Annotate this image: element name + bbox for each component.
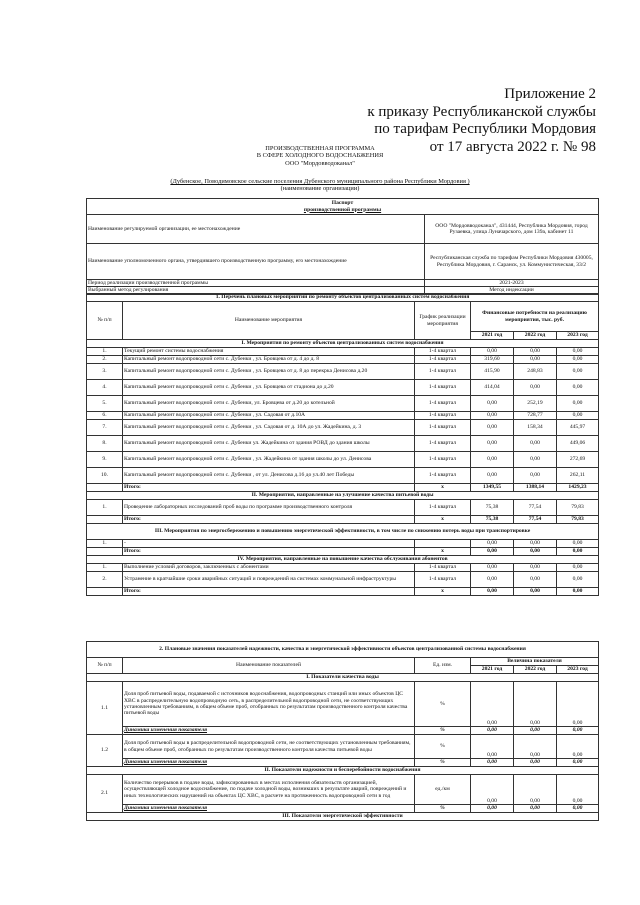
row-value: 272,69: [557, 452, 599, 468]
indicator-unit: %: [415, 682, 471, 727]
row-sched: 1-4 квартал: [415, 380, 471, 396]
row-value: 252,19: [514, 396, 557, 412]
row-value: 0,00: [514, 380, 557, 396]
row-value: 77,54: [514, 500, 557, 516]
dynamics-value: 0,00: [514, 805, 557, 813]
row-num: 2.: [87, 572, 123, 588]
dynamics-unit: %: [415, 805, 471, 813]
total-value: 79,83: [557, 516, 599, 524]
dynamics-label: Динамика изменения показателя: [123, 759, 415, 767]
total-sched: x: [415, 548, 471, 556]
col-values-header: Величина показателя: [471, 658, 599, 666]
passport-value: ООО "Мордовводоканал", 431444, Республика Мордовия, город Рузаевка, улица Луначарского, дом 139а, кабинет 11: [425, 215, 599, 244]
col-name-header: Наименование показателей: [123, 658, 415, 674]
row-value: 0,00: [471, 412, 514, 420]
row-value: 262,11: [557, 468, 599, 484]
total-value: 0,00: [471, 588, 514, 596]
row-sched: [415, 540, 471, 548]
dynamics-value: 0,00: [557, 805, 599, 813]
row-name: Капитальный ремонт водопроводной сети с. Дубенки, ул. Бровцева от д.20 до котельной: [123, 396, 415, 412]
passport-value: Метод индексации: [425, 287, 599, 294]
measure-row: [87, 348, 599, 356]
dynamics-value: 0,00: [557, 727, 599, 735]
appendix-line-1: Приложение 2: [504, 86, 596, 102]
indicator-name: Доля проб питьевой воды в распределительной водопроводной сети, не соответствующих установленным требованиям, в общем объеме проб, отобранных по результатам производственного контроля качества питьевой воды: [123, 735, 415, 759]
row-name: Капитальный ремонт водопроводной сети с. Дубенки , ул. Садовая от д.10А: [123, 412, 415, 420]
row-value: 0,00: [557, 540, 599, 548]
total-sched: x: [415, 516, 471, 524]
subsection-title: III. Мероприятия по энергосбережению и повышению энергетической эффективности, в том числе по снижению потерь воды при транспортировке: [87, 524, 599, 540]
indicator-value: 0,00: [557, 735, 599, 759]
row-sched: 1-4 квартал: [415, 468, 471, 484]
row-name: Капитальный ремонт водопроводной сети с. Дубенки , ул. Садовая от д. 10А до ул. Жадейкина, д. 3: [123, 420, 415, 436]
indicator-value: 0,00: [557, 682, 599, 727]
territory-heading: [86, 178, 554, 193]
indicator-unit: %: [415, 735, 471, 759]
measure-row: [87, 468, 599, 484]
measure-row: [87, 452, 599, 468]
dynamics-label: Динамика изменения показателя: [123, 727, 415, 735]
total-value: 0,00: [471, 548, 514, 556]
row-value: 0,00: [514, 572, 557, 588]
row-num: 8.: [87, 436, 123, 452]
org-name: ООО "Мордовводоканал": [285, 159, 355, 167]
indicator-name: Количество перерывов в подаче воды, зафиксированных в местах исполнения обязательств организацией, осуществляющей холодное водоснабжение, по подаче холодной воды, возникших в результате аварий, повреждений и иных технологических нарушений на объектах ЦС ХВС, в расчете на протяженность водопроводной сети в год: [123, 775, 415, 805]
row-name: -: [123, 540, 415, 548]
total-value: 0,00: [514, 588, 557, 596]
row-num: 7.: [87, 420, 123, 436]
total-value: 1388,14: [514, 484, 557, 492]
total-label: Итого:: [123, 484, 415, 492]
subsection-title: II. Мероприятия, направленные на улучшение качества питьевой воды: [87, 492, 599, 500]
passport-label: Выбранный метод регулирования: [87, 287, 425, 294]
row-num: 1.1: [87, 682, 123, 735]
total-sched: x: [415, 484, 471, 492]
row-num: 1.: [87, 564, 123, 572]
total-label: Итого:: [123, 548, 415, 556]
appendix-line-2: к приказу Республиканской службы: [367, 103, 596, 120]
row-num: 1.: [87, 348, 123, 356]
total-value: 1349,55: [471, 484, 514, 492]
passport-value: Республиканская служба по тарифам Республики Мордовия 430005, Республика Мордовия, г. Саранск, ул. Коммунистическая, 33/2: [425, 244, 599, 280]
row-num: 1.2: [87, 735, 123, 767]
dynamics-value: 0,00: [514, 759, 557, 767]
row-value: 79,83: [557, 500, 599, 516]
passport-label: Период реализации производственной программы: [87, 280, 425, 287]
row-num: 9.: [87, 452, 123, 468]
row-name: Капитальный ремонт водопроводной сети с. Дубенки , ул. Бровцева от д. 8 до перекрка Денисова д.20: [123, 364, 415, 380]
subsection-title: II. Показатели надежности и бесперебойности водоснабжения: [87, 767, 599, 775]
section-2-title: 2. Плановые значения показателей надежности, качества и энергетической эффективности объектов централизованной системы водоснабжения: [87, 642, 599, 658]
dynamics-label: Динамика изменения показателя: [123, 805, 415, 813]
appendix-line-3: по тарифам Республики Мордовия: [374, 121, 596, 137]
row-value: 248,83: [514, 364, 557, 380]
row-num: 10.: [87, 468, 123, 484]
total-label: Итого:: [123, 516, 415, 524]
row-num: 5.: [87, 396, 123, 412]
program-heading: [86, 145, 554, 167]
row-value: 0,00: [471, 420, 514, 436]
row-value: 0,00: [471, 436, 514, 452]
row-value: 0,00: [514, 348, 557, 356]
row-value: 0,00: [557, 564, 599, 572]
row-value: 0,00: [471, 348, 514, 356]
subsection-title: I. Мероприятия по ремонту объектов централизованных систем водоснабжения: [87, 340, 599, 348]
row-num: 4.: [87, 380, 123, 396]
row-sched: 1-4 квартал: [415, 356, 471, 364]
col-finance-header: Финансовые потребности на реализацию мероприятия, тыс. руб.: [471, 302, 599, 332]
row-value: 0,00: [471, 452, 514, 468]
row-value: 158,34: [514, 420, 557, 436]
row-value: 728,77: [514, 412, 557, 420]
total-value: 0,00: [557, 548, 599, 556]
row-num: 1.: [87, 540, 123, 548]
year-header: 2021 год: [471, 666, 514, 674]
row-num: 3.: [87, 364, 123, 380]
measure-row: [87, 396, 599, 412]
row-sched: 1-4 квартал: [415, 396, 471, 412]
row-num: 6.: [87, 412, 123, 420]
row-name: Капитальный ремонт водопроводной сети с. Дубенки , ул. Бровцева от стадиона до д.20: [123, 380, 415, 396]
row-value: 0,00: [471, 572, 514, 588]
row-name: Капитальный ремонт водопроводной сети с. Дубенки , ул. Бровцева от д. 4 до д. 8: [123, 356, 415, 364]
measure-row: [87, 364, 599, 380]
measure-row: [87, 412, 599, 420]
row-value: 0,00: [514, 452, 557, 468]
row-value: 0,00: [557, 380, 599, 396]
total-label: Итого:: [123, 588, 415, 596]
row-sched: 1-4 квартал: [415, 572, 471, 588]
col-unit-header: Ед. изм.: [415, 658, 471, 674]
year-header: 2023 год: [557, 332, 599, 340]
measure-row: [87, 420, 599, 436]
row-num: 2.: [87, 356, 123, 364]
dynamics-unit: %: [415, 727, 471, 735]
territory-note: (наименование организации): [280, 185, 360, 193]
territory: (Дубенское, Поводимовское сельские поселения Дубенского муниципального района Республики Мордовия ): [170, 178, 470, 185]
program-subtitle: В СФЕРЕ ХОЛОДНОГО ВОДОСНАБЖЕНИЯ: [256, 152, 384, 160]
row-name: Капитальный ремонт водопроводной сети с. Дубенки , ул. Жадейкина от здания школы до ул. Денисова: [123, 452, 415, 468]
year-header: 2021 год: [471, 332, 514, 340]
subsection-title: I. Показатели качества воды: [87, 674, 599, 682]
row-sched: 1-4 квартал: [415, 436, 471, 452]
row-num: 1.: [87, 500, 123, 516]
passport-table: [86, 198, 599, 295]
dynamics-value: 0,00: [514, 727, 557, 735]
indicator-unit: ед./км: [415, 775, 471, 805]
indicators-table: [86, 641, 599, 821]
appendix-line-4: от 17 августа 2022 г. № 98: [429, 138, 596, 155]
dynamics-value: 0,00: [557, 759, 599, 767]
row-sched: 1-4 квартал: [415, 412, 471, 420]
row-name: Текущий ремонт системы водоснабжения: [123, 348, 415, 356]
row-value: 0,00: [514, 468, 557, 484]
dynamics-value: 0,00: [471, 727, 514, 735]
indicator-value: 0,00: [557, 775, 599, 805]
measure-row: [87, 356, 599, 364]
row-value: 0,00: [557, 396, 599, 412]
row-sched: 1-4 квартал: [415, 420, 471, 436]
indicator-value: 0,00: [471, 735, 514, 759]
row-name: Устранение в кратчайшие сроки аварийных ситуаций и повреждений на системах коммунальной инфраструктуры: [123, 572, 415, 588]
program-title: ПРОИЗВОДСТВЕННАЯ ПРОГРАММА: [265, 145, 375, 152]
row-name: Капитальный ремонт водопроводной сети с. Дубенки , от ул. Денисова д.16 до ул.40 лет Победы: [123, 468, 415, 484]
repair-measures-table: [86, 293, 599, 596]
total-value: 0,00: [514, 548, 557, 556]
row-sched: 1-4 квартал: [415, 500, 471, 516]
row-value: 414,04: [471, 380, 514, 396]
row-value: 0,00: [557, 412, 599, 420]
passport-title: Паспорт производственной программы: [87, 199, 599, 215]
dynamics-value: 0,00: [471, 805, 514, 813]
row-name: Выполнение условий договоров, заключенных с абонентами: [123, 564, 415, 572]
passport-label: Наименование регулируемой организации, ее местонахождение: [87, 215, 425, 244]
row-value: 0,00: [471, 564, 514, 572]
year-header: 2023 год: [557, 666, 599, 674]
row-value: 0,00: [557, 348, 599, 356]
indicator-value: 0,00: [514, 682, 557, 727]
row-sched: 1-4 квартал: [415, 348, 471, 356]
row-name: Капитальный ремонт водопроводной сети с. Дубенки ул. Жадейкина от здания РОВД до здания школы: [123, 436, 415, 452]
subsection-title: IV. Мероприятия, направленные на повышение качества обслуживания абонентов: [87, 556, 599, 564]
row-value: 449,06: [557, 436, 599, 452]
dynamics-unit: %: [415, 759, 471, 767]
total-value: 1429,23: [557, 484, 599, 492]
indicator-name: Доля проб питьевой воды, подаваемой с источников водоснабжения, водопроводных станций или иных объектов ЦС ХВС в распределительную водопроводную сеть, в распределительной водопроводной сети, не соответствующих установленным требованиям, в общем объеме проб, отобранных по результатам производственного контроля качества питьевой воды: [123, 682, 415, 727]
dynamics-value: 0,00: [471, 759, 514, 767]
row-value: 415,90: [471, 364, 514, 380]
row-value: 0,00: [557, 364, 599, 380]
row-value: 319,60: [471, 356, 514, 364]
col-schedule-header: График реализации мероприятия: [415, 302, 471, 340]
row-value: 0,00: [514, 564, 557, 572]
year-header: 2022 год: [514, 666, 557, 674]
year-header: 2022 год: [514, 332, 557, 340]
col-num-header: № п/п: [87, 658, 123, 674]
measure-row: [87, 380, 599, 396]
col-num-header: № п/п: [87, 302, 123, 340]
row-value: 445,97: [557, 420, 599, 436]
total-value: 0,00: [557, 588, 599, 596]
row-value: 0,00: [471, 396, 514, 412]
total-sched: x: [415, 588, 471, 596]
indicator-value: 0,00: [471, 682, 514, 727]
row-sched: 1-4 квартал: [415, 364, 471, 380]
indicator-value: 0,00: [471, 775, 514, 805]
subsection-title: III. Показатели энергетической эффективности: [87, 813, 599, 821]
row-value: 75,38: [471, 500, 514, 516]
row-value: 0,00: [514, 356, 557, 364]
row-value: 0,00: [557, 572, 599, 588]
total-value: 77,54: [514, 516, 557, 524]
row-num: 2.1: [87, 775, 123, 813]
passport-label: Наименование уполномоченного органа, утвердившего производственную программу, его местонахождение: [87, 244, 425, 280]
row-sched: 1-4 квартал: [415, 452, 471, 468]
row-name: Проведение лабораторных исследований проб воды по программе производственного контроля: [123, 500, 415, 516]
row-value: 0,00: [514, 540, 557, 548]
passport-value: 2021-2023: [425, 280, 599, 287]
section-1-title: 1. Перечень плановых мероприятий по ремонту объектов централизованных систем водоснабжения: [87, 294, 599, 302]
row-value: 0,00: [471, 540, 514, 548]
row-value: 0,00: [557, 356, 599, 364]
col-name-header: Наименование мероприятия: [123, 302, 415, 340]
row-sched: 1-4 квартал: [415, 564, 471, 572]
indicator-value: 0,00: [514, 735, 557, 759]
indicator-value: 0,00: [514, 775, 557, 805]
row-value: 0,00: [471, 468, 514, 484]
total-value: 75,38: [471, 516, 514, 524]
row-value: 0,00: [514, 436, 557, 452]
measure-row: [87, 436, 599, 452]
